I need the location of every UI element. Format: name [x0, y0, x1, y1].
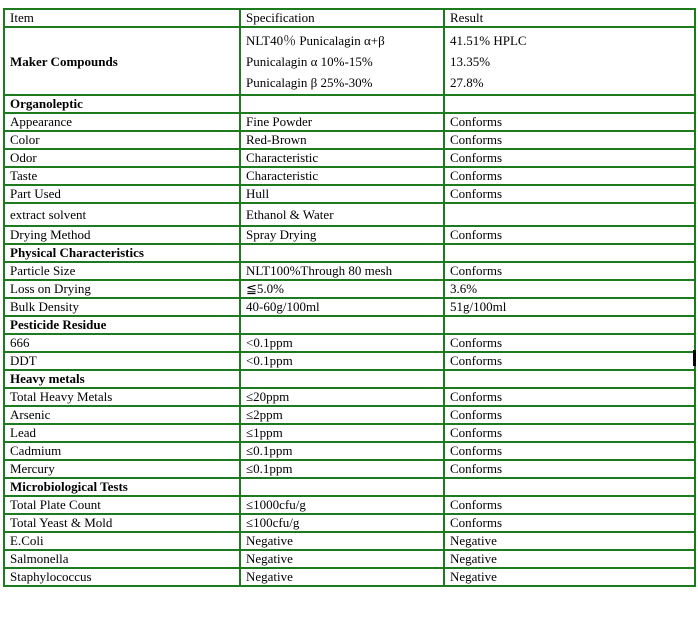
spec-cell: ≦5.0% [240, 280, 444, 298]
table-row [4, 496, 695, 514]
spec-cell: Ethanol & Water [240, 203, 444, 226]
header-row [4, 9, 695, 27]
table-row [4, 203, 695, 226]
table-row [4, 113, 695, 131]
table-row [4, 568, 695, 586]
item-cell: E.Coli [4, 532, 240, 550]
result-cell: Negative [444, 568, 695, 586]
item-cell: extract solvent [4, 203, 240, 226]
item-cell: Appearance [4, 113, 240, 131]
section-title: Physical Characteristics [4, 244, 240, 262]
section-row-heavy-metals [4, 370, 695, 388]
table-row [4, 131, 695, 149]
spec-cell: ≤2ppm [240, 406, 444, 424]
item-cell: Arsenic [4, 406, 240, 424]
spec-cell: Characteristic [240, 149, 444, 167]
result-cell: Conforms [444, 185, 695, 203]
empty-cell [444, 478, 695, 496]
section-title: Organoleptic [4, 95, 240, 113]
section-title: Heavy metals [4, 370, 240, 388]
result-cell: Conforms [444, 496, 695, 514]
item-cell: Particle Size [4, 262, 240, 280]
item-cell: Taste [4, 167, 240, 185]
result-cell: Conforms [444, 131, 695, 149]
table-row [4, 388, 695, 406]
item-cell: Bulk Density [4, 298, 240, 316]
item-cell: 666 [4, 334, 240, 352]
table-row [4, 532, 695, 550]
result-cell: Conforms [444, 514, 695, 532]
item-cell: Total Heavy Metals [4, 388, 240, 406]
empty-cell [444, 95, 695, 113]
result-cell: Conforms [444, 352, 695, 370]
item-cell: Lead [4, 424, 240, 442]
result-cell: Conforms [444, 113, 695, 131]
table-row [4, 334, 695, 352]
table-row [4, 298, 695, 316]
result-cell: Conforms [444, 406, 695, 424]
spec-cell: ≤0.1ppm [240, 442, 444, 460]
spec-cell: Red-Brown [240, 131, 444, 149]
result-line: 41.51% HPLC [450, 33, 527, 48]
section-title: Pesticide Residue [4, 316, 240, 334]
spec-cell: Negative [240, 550, 444, 568]
item-cell: Part Used [4, 185, 240, 203]
result-cell: Negative [444, 550, 695, 568]
section-title: Microbiological Tests [4, 478, 240, 496]
table-row [4, 185, 695, 203]
item-cell: Drying Method [4, 226, 240, 244]
item-cell: Salmonella [4, 550, 240, 568]
spec-cell: Hull [240, 185, 444, 203]
item-cell: Total Yeast & Mold [4, 514, 240, 532]
item-cell: Color [4, 131, 240, 149]
empty-cell [240, 316, 444, 334]
table-row [4, 262, 695, 280]
table-row [4, 406, 695, 424]
text-cursor-marker [693, 350, 696, 366]
maker-compounds-label: Maker Compounds [4, 27, 240, 95]
empty-cell [444, 370, 695, 388]
section-row-microbiological [4, 478, 695, 496]
item-cell: Loss on Drying [4, 280, 240, 298]
empty-cell [240, 95, 444, 113]
table-row [4, 514, 695, 532]
empty-cell [444, 244, 695, 262]
spec-cell: ≤0.1ppm [240, 460, 444, 478]
spec-line: NLT40％ Punicalagin α+β [246, 33, 385, 48]
item-cell: Staphylococcus [4, 568, 240, 586]
empty-cell [240, 244, 444, 262]
spec-cell: Negative [240, 532, 444, 550]
empty-cell [240, 478, 444, 496]
spec-cell: ≤1000cfu/g [240, 496, 444, 514]
item-cell: DDT [4, 352, 240, 370]
result-cell: Conforms [444, 167, 695, 185]
result-cell: Conforms [444, 388, 695, 406]
result-cell: Negative [444, 532, 695, 550]
section-row-physical [4, 244, 695, 262]
spec-cell: ≤20ppm [240, 388, 444, 406]
spec-cell: ≤100cfu/g [240, 514, 444, 532]
header-result: Result [444, 9, 695, 27]
result-cell: Conforms [444, 424, 695, 442]
result-cell: 51g/100ml [444, 298, 695, 316]
result-cell: Conforms [444, 442, 695, 460]
spec-cell: <0.1ppm [240, 352, 444, 370]
table-row [4, 226, 695, 244]
item-cell: Odor [4, 149, 240, 167]
result-line: 13.35% [450, 54, 491, 69]
table-row [4, 460, 695, 478]
specification-table [3, 8, 696, 587]
spec-cell: Spray Drying [240, 226, 444, 244]
result-cell [444, 203, 695, 226]
spec-cell: 40-60g/100ml [240, 298, 444, 316]
empty-cell [240, 370, 444, 388]
maker-compounds-result [444, 27, 695, 95]
spec-cell: Fine Powder [240, 113, 444, 131]
section-row-pesticide [4, 316, 695, 334]
spec-line: Punicalagin α 10%-15% [246, 54, 373, 69]
table-row [4, 280, 695, 298]
spec-cell: ≤1ppm [240, 424, 444, 442]
table-row [4, 352, 695, 370]
spec-cell: Negative [240, 568, 444, 586]
result-cell: Conforms [444, 262, 695, 280]
maker-compounds-spec [240, 27, 444, 95]
spec-cell: Characteristic [240, 167, 444, 185]
result-cell: 3.6% [444, 280, 695, 298]
spec-line: Punicalagin β 25%-30% [246, 75, 373, 90]
spec-cell: NLT100%Through 80 mesh [240, 262, 444, 280]
table-row [4, 167, 695, 185]
table-row [4, 550, 695, 568]
table-row [4, 424, 695, 442]
table-row [4, 149, 695, 167]
maker-compounds-row [4, 27, 695, 95]
result-cell: Conforms [444, 460, 695, 478]
table-row [4, 442, 695, 460]
item-cell: Total Plate Count [4, 496, 240, 514]
empty-cell [444, 316, 695, 334]
spec-cell: <0.1ppm [240, 334, 444, 352]
header-item: Item [4, 9, 240, 27]
item-cell: Cadmium [4, 442, 240, 460]
item-cell: Mercury [4, 460, 240, 478]
result-cell: Conforms [444, 226, 695, 244]
header-specification: Specification [240, 9, 444, 27]
result-line: 27.8% [450, 75, 484, 90]
section-row-organoleptic [4, 95, 695, 113]
result-cell: Conforms [444, 149, 695, 167]
result-cell: Conforms [444, 334, 695, 352]
